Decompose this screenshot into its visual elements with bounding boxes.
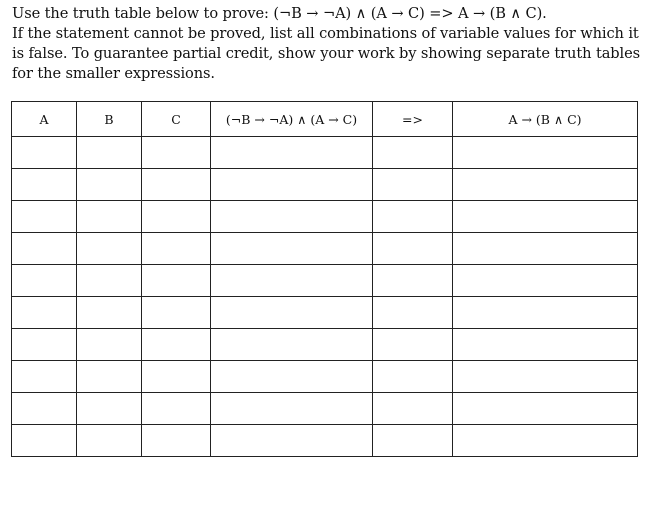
table-row: [12, 233, 638, 265]
cell-a[interactable]: [12, 233, 77, 265]
cell-right-expression[interactable]: [453, 201, 638, 233]
header-left-expression: (¬B → ¬A) ∧ (A → C): [211, 102, 373, 137]
cell-left-expression[interactable]: [211, 201, 373, 233]
cell-c[interactable]: [142, 393, 211, 425]
header-c: C: [142, 102, 211, 137]
cell-b[interactable]: [77, 169, 142, 201]
cell-implies[interactable]: [373, 361, 453, 393]
table-row: [12, 265, 638, 297]
cell-right-expression[interactable]: [453, 233, 638, 265]
cell-implies[interactable]: [373, 425, 453, 457]
cell-implies[interactable]: [373, 233, 453, 265]
table-row: [12, 393, 638, 425]
cell-a[interactable]: [12, 297, 77, 329]
header-b: B: [77, 102, 142, 137]
cell-c[interactable]: [142, 201, 211, 233]
table-row: [12, 169, 638, 201]
cell-b[interactable]: [77, 329, 142, 361]
cell-left-expression[interactable]: [211, 265, 373, 297]
cell-c[interactable]: [142, 361, 211, 393]
cell-c[interactable]: [142, 425, 211, 457]
cell-b[interactable]: [77, 393, 142, 425]
cell-implies[interactable]: [373, 329, 453, 361]
table-row: [12, 361, 638, 393]
cell-right-expression[interactable]: [453, 329, 638, 361]
cell-implies[interactable]: [373, 297, 453, 329]
cell-b[interactable]: [77, 297, 142, 329]
cell-a[interactable]: [12, 137, 77, 169]
table-row: [12, 201, 638, 233]
instructions: [12, 4, 652, 84]
table-row: [12, 137, 638, 169]
table-row: [12, 425, 638, 457]
cell-a[interactable]: [12, 201, 77, 233]
cell-left-expression[interactable]: [211, 393, 373, 425]
cell-right-expression[interactable]: [453, 265, 638, 297]
cell-right-expression[interactable]: [453, 137, 638, 169]
cell-c[interactable]: [142, 297, 211, 329]
cell-left-expression[interactable]: [211, 361, 373, 393]
cell-implies[interactable]: [373, 201, 453, 233]
cell-b[interactable]: [77, 265, 142, 297]
cell-b[interactable]: [77, 361, 142, 393]
header-a: A: [12, 102, 77, 137]
cell-right-expression[interactable]: [453, 393, 638, 425]
cell-c[interactable]: [142, 329, 211, 361]
cell-c[interactable]: [142, 233, 211, 265]
cell-right-expression[interactable]: [453, 425, 638, 457]
cell-implies[interactable]: [373, 137, 453, 169]
cell-right-expression[interactable]: [453, 169, 638, 201]
cell-left-expression[interactable]: [211, 233, 373, 265]
cell-implies[interactable]: [373, 393, 453, 425]
header-right-expression: A → (B ∧ C): [453, 102, 638, 137]
prove-statement: Use the truth table below to prove: (¬B → ¬A) ∧ (A → C) => A → (B ∧ C).: [12, 5, 547, 22]
header-row: [12, 102, 638, 137]
header-implies: =>: [373, 102, 453, 137]
cell-right-expression[interactable]: [453, 361, 638, 393]
cell-left-expression[interactable]: [211, 169, 373, 201]
cell-implies[interactable]: [373, 169, 453, 201]
cell-a[interactable]: [12, 329, 77, 361]
cell-b[interactable]: [77, 425, 142, 457]
cell-a[interactable]: [12, 265, 77, 297]
cell-b[interactable]: [77, 201, 142, 233]
cell-a[interactable]: [12, 361, 77, 393]
table-row: [12, 297, 638, 329]
cell-left-expression[interactable]: [211, 425, 373, 457]
cell-left-expression[interactable]: [211, 137, 373, 169]
truth-table: [11, 101, 638, 457]
cell-c[interactable]: [142, 137, 211, 169]
cell-a[interactable]: [12, 425, 77, 457]
cell-left-expression[interactable]: [211, 329, 373, 361]
cell-b[interactable]: [77, 233, 142, 265]
instructions-text: If the statement cannot be proved, list all combinations of variable values for which it is false. To guarantee partial credit, show your work by showing separate truth tables for the smaller expressions.: [12, 25, 641, 82]
cell-c[interactable]: [142, 265, 211, 297]
cell-right-expression[interactable]: [453, 297, 638, 329]
cell-c[interactable]: [142, 169, 211, 201]
cell-a[interactable]: [12, 393, 77, 425]
cell-a[interactable]: [12, 169, 77, 201]
cell-implies[interactable]: [373, 265, 453, 297]
table-row: [12, 329, 638, 361]
cell-left-expression[interactable]: [211, 297, 373, 329]
cell-b[interactable]: [77, 137, 142, 169]
